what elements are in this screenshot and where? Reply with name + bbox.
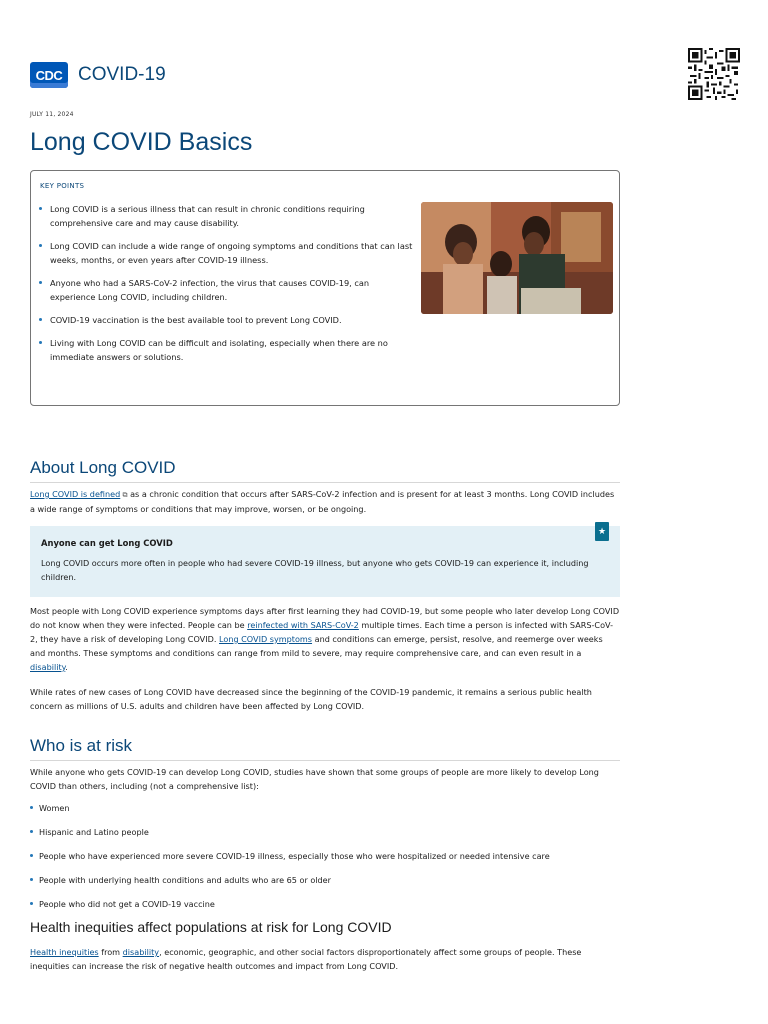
text-segment: multiple times. Each time a person is infected with SARS-CoV-2, they have a risk of developing Long COVID. [30,620,614,644]
text-segment: . [65,662,68,672]
key-point-item: Living with Long COVID can be difficult and isolating, especially when there are no immediate answers or solutions. [39,336,414,364]
risk-item: Hispanic and Latino people [30,825,620,839]
text-segment: from [98,947,123,957]
risk-item: People who did not get a COVID-19 vaccine [30,897,620,911]
risk-item: People who have experienced more severe COVID-19 illness, especially those who were hospitalized or needed intensive care [30,849,620,863]
risk-list [30,801,620,921]
key-point-item: Anyone who had a SARS-CoV-2 infection, the virus that causes COVID-19, can experience Long COVID, including children. [39,276,414,304]
long-covid-defined-link[interactable]: Long COVID is defined [30,489,121,499]
risk-item: Women [30,801,620,815]
callout-body: Long COVID occurs more often in people who had severe COVID-19 illness, but anyone who gets COVID-19 can experience it, including children. [41,558,589,582]
risk-intro: While anyone who gets COVID-19 can develop Long COVID, studies have shown that some groups of people are more likely to develop Long COVID than others, including (not a comprehensive list): [30,767,599,791]
publish-date: JULY 11, 2024 [30,111,74,118]
family-photo [421,202,613,314]
reinfected-link[interactable]: reinfected with SARS-CoV-2 [247,620,359,630]
about-intro [30,487,620,516]
about-paragraph-3: While rates of new cases of Long COVID have decreased since the beginning of the COVID-19 pandemic, it remains a serious public health concern as millions of U.S. adults and children have been affected by Long COVID. [30,687,592,711]
external-link-icon: ⧉ [120,491,128,499]
inequities-paragraph [30,945,620,973]
disability-link[interactable]: disability [122,947,160,957]
text-segment: , economic, geographic, and other social factors disproportionately affect some groups of people. These inequities can increase the risk of negative health outcomes and impact from Long COVID. [30,947,582,971]
site-title[interactable]: COVID-19 [78,64,166,85]
key-points-list [39,202,414,373]
site-header [30,60,166,90]
text-segment: and conditions can emerge, persist, resolve, and reemerge over weeks and months. These symptoms and conditions can range from mild to severe, may require comprehensive care, and can even result in a [30,634,603,658]
inequities-subheading: Health inequities affect populations at risk for Long COVID [30,919,392,935]
health-inequities-link[interactable]: Health inequities [30,947,99,957]
callout-title: Anyone can get Long COVID [41,538,173,548]
risk-heading: Who is at risk [30,736,620,761]
disability-link[interactable]: disability [30,662,66,672]
key-points-label: KEY POINTS [40,182,85,190]
key-points-box [30,170,620,406]
key-point-item: COVID-19 vaccination is the best available tool to prevent Long COVID. [39,313,414,327]
key-point-item: Long COVID can include a wide range of ongoing symptoms and conditions that can last weeks, months, or even years after COVID-19 illness. [39,239,414,267]
about-heading: About Long COVID [30,458,620,483]
key-point-item: Long COVID is a serious illness that can result in chronic conditions requiring comprehensive care and may cause disability. [39,202,414,230]
text-segment: Most people with Long COVID experience symptoms days after first learning they had COVID-19, but some people who later develop Long COVID do not know when they were infected. People can be [30,606,620,630]
long-covid-symptoms-link[interactable]: Long COVID symptoms [219,634,313,644]
callout-box [30,526,620,597]
about-paragraph-2 [30,604,620,674]
star-bookmark-icon: ★ [595,522,609,541]
page-title: Long COVID Basics [30,128,253,156]
risk-item: People with underlying health conditions and adults who are 65 or older [30,873,620,887]
qr-code-icon [688,48,740,100]
cdc-logo[interactable]: CDC [30,62,68,88]
about-intro-text: as a chronic condition that occurs after SARS-CoV-2 infection and is present for at least 3 months. Long COVID includes a wide range of symptoms or conditions that may improve, worsen, or be ongoing. [30,489,615,514]
